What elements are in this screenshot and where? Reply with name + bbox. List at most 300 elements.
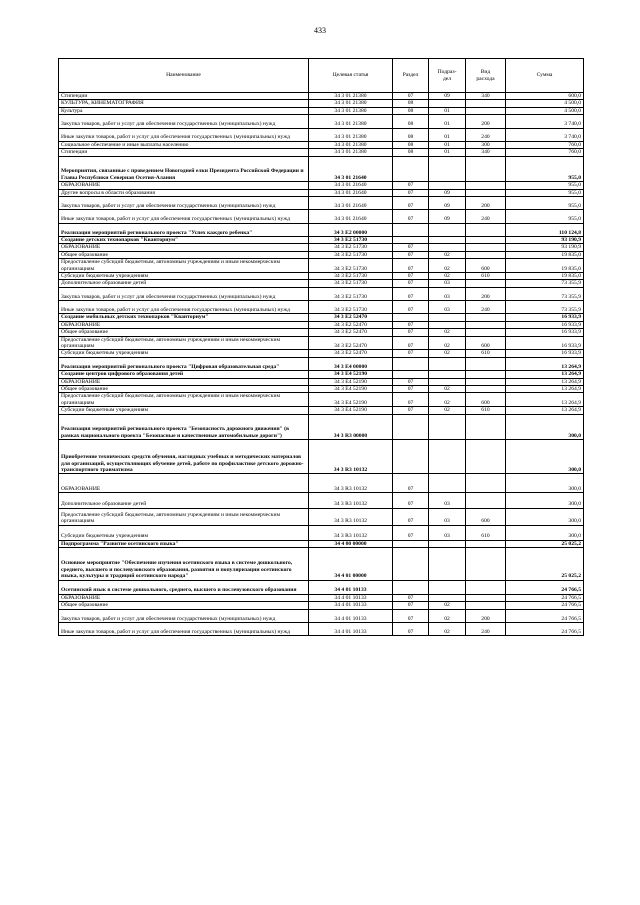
cell-subsection xyxy=(429,314,466,321)
cell-target-article: 34 3 E2 51730 xyxy=(309,287,393,300)
cell-subsection xyxy=(429,371,466,378)
cell-sum: 19 835,0 xyxy=(506,259,584,273)
cell-subsection: 02 xyxy=(429,385,466,392)
cell-sum: 955,0 xyxy=(506,189,584,196)
cell-name: Дополнительное образование детей xyxy=(59,493,309,508)
cell-expense-type xyxy=(466,580,506,594)
cell-target-article: 34 3 E4 52190 xyxy=(309,385,393,392)
cell-subsection: 02 xyxy=(429,393,466,407)
cell-sum: 16 933,9 xyxy=(506,336,584,350)
cell-section: 08 xyxy=(393,141,429,148)
cell-section: 07 xyxy=(393,189,429,196)
cell-name: Приобретение технических средств обучения, наглядных учебных и методических материалов для организаций, осуществляющих обучение детей, работе по профилактике детского дорожно-транспортного травматизма xyxy=(59,440,309,474)
cell-subsection: 02 xyxy=(429,622,466,635)
cell-subsection xyxy=(429,440,466,474)
cell-expense-type: 240 xyxy=(466,210,506,223)
header-sum: Сумма xyxy=(506,59,584,93)
cell-expense-type xyxy=(466,314,506,321)
cell-subsection: 02 xyxy=(429,273,466,280)
cell-section xyxy=(393,580,429,594)
table-row xyxy=(59,197,584,210)
cell-section: 07 xyxy=(393,182,429,189)
table-row xyxy=(59,128,584,141)
cell-subsection xyxy=(429,357,466,370)
table-row xyxy=(59,100,584,107)
cell-subsection xyxy=(429,156,466,182)
cell-subsection: 03 xyxy=(429,525,466,540)
cell-target-article: 34 4 01 00000 xyxy=(309,548,393,580)
cell-name: Общее образование xyxy=(59,329,309,336)
cell-subsection: 02 xyxy=(429,329,466,336)
cell-name: Подпрограмма "Развитие осетинского языка" xyxy=(59,540,309,547)
cell-subsection: 03 xyxy=(429,287,466,300)
cell-expense-type xyxy=(466,540,506,547)
cell-sum: 4 500,0 xyxy=(506,100,584,107)
cell-subsection: 02 xyxy=(429,350,466,357)
cell-expense-type xyxy=(466,414,506,440)
table-row xyxy=(59,440,584,474)
cell-subsection: 01 xyxy=(429,107,466,114)
cell-sum: 93 190,9 xyxy=(506,244,584,251)
cell-section: 07 xyxy=(393,609,429,622)
cell-name: Общее образование xyxy=(59,251,309,258)
cell-subsection: 01 xyxy=(429,128,466,141)
cell-subsection xyxy=(429,474,466,493)
table-row xyxy=(59,115,584,128)
cell-expense-type xyxy=(466,100,506,107)
cell-sum: 13 264,9 xyxy=(506,378,584,385)
cell-section: 07 xyxy=(393,602,429,609)
cell-target-article: 34 3 R3 00000 xyxy=(309,414,393,440)
cell-expense-type xyxy=(466,371,506,378)
cell-subsection: 02 xyxy=(429,251,466,258)
cell-subsection: 03 xyxy=(429,508,466,525)
cell-target-article: 34 3 E2 51730 xyxy=(309,251,393,258)
cell-sum: 24 766,5 xyxy=(506,594,584,601)
cell-target-article: 34 3 E2 51730 xyxy=(309,280,393,287)
cell-section xyxy=(393,371,429,378)
cell-name: Создание детских технопарков "Кванториум" xyxy=(59,236,309,243)
cell-sum: 25 025,2 xyxy=(506,548,584,580)
cell-section xyxy=(393,548,429,580)
cell-sum: 16 933,9 xyxy=(506,350,584,357)
cell-name: Общее образование xyxy=(59,602,309,609)
table-row xyxy=(59,141,584,148)
cell-name: Субсидии бюджетным учреждениям xyxy=(59,407,309,414)
table-row xyxy=(59,273,584,280)
cell-target-article: 34 3 R3 10132 xyxy=(309,493,393,508)
cell-section: 07 xyxy=(393,407,429,414)
table-row xyxy=(59,540,584,547)
table-row xyxy=(59,350,584,357)
cell-sum: 300,0 xyxy=(506,414,584,440)
cell-sum: 3 740,0 xyxy=(506,128,584,141)
cell-name: Стипендии xyxy=(59,93,309,100)
cell-sum: 24 766,5 xyxy=(506,580,584,594)
table-row xyxy=(59,580,584,594)
cell-expense-type: 240 xyxy=(466,128,506,141)
cell-sum: 24 766,5 xyxy=(506,609,584,622)
cell-section: 08 xyxy=(393,128,429,141)
cell-subsection: 01 xyxy=(429,149,466,156)
table-row xyxy=(59,182,584,189)
cell-section: 07 xyxy=(393,259,429,273)
cell-subsection xyxy=(429,414,466,440)
cell-target-article: 34 3 R3 10132 xyxy=(309,474,393,493)
cell-section: 07 xyxy=(393,622,429,635)
header-name: Наименование xyxy=(59,59,309,93)
cell-target-article: 34 3 E2 51730 xyxy=(309,259,393,273)
cell-sum: 110 124,8 xyxy=(506,223,584,236)
cell-subsection xyxy=(429,244,466,251)
cell-expense-type: 610 xyxy=(466,407,506,414)
cell-sum: 955,0 xyxy=(506,197,584,210)
cell-expense-type xyxy=(466,251,506,258)
cell-subsection xyxy=(429,223,466,236)
cell-sum: 73 355,9 xyxy=(506,301,584,314)
cell-target-article: 34 3 E4 52190 xyxy=(309,393,393,407)
header-expense-type: Вид расхода xyxy=(466,59,506,93)
cell-section: 08 xyxy=(393,149,429,156)
cell-subsection xyxy=(429,548,466,580)
cell-target-article: 34 3 01 21380 xyxy=(309,141,393,148)
cell-name: ОБРАЗОВАНИЕ xyxy=(59,182,309,189)
cell-expense-type: 340 xyxy=(466,93,506,100)
cell-expense-type xyxy=(466,223,506,236)
cell-subsection: 03 xyxy=(429,301,466,314)
table-row xyxy=(59,329,584,336)
cell-target-article: 34 3 E4 00000 xyxy=(309,357,393,370)
cell-target-article: 34 3 E2 52470 xyxy=(309,329,393,336)
budget-table xyxy=(58,58,584,636)
cell-name: Стипендии xyxy=(59,149,309,156)
cell-target-article: 34 3 E2 52470 xyxy=(309,314,393,321)
cell-section: 07 xyxy=(393,210,429,223)
cell-section: 07 xyxy=(393,301,429,314)
cell-name: Предоставление субсидий бюджетным, автономным учреждениям и иным некоммерческим организациям xyxy=(59,508,309,525)
cell-name: Предоставление субсидий бюджетным, автономным учреждениям и иным некоммерческим организациям xyxy=(59,259,309,273)
cell-subsection: 02 xyxy=(429,609,466,622)
cell-name: ОБРАЗОВАНИЕ xyxy=(59,244,309,251)
cell-sum: 300,0 xyxy=(506,525,584,540)
cell-section: 07 xyxy=(393,321,429,328)
cell-expense-type: 600 xyxy=(466,336,506,350)
cell-subsection xyxy=(429,540,466,547)
cell-expense-type xyxy=(466,385,506,392)
cell-section: 07 xyxy=(393,525,429,540)
table-header-row xyxy=(59,59,584,93)
cell-section xyxy=(393,540,429,547)
cell-target-article: 34 3 01 21640 xyxy=(309,197,393,210)
cell-expense-type xyxy=(466,244,506,251)
cell-sum: 955,0 xyxy=(506,182,584,189)
cell-target-article: 34 3 01 21380 xyxy=(309,93,393,100)
header-target-article: Целевая статья xyxy=(309,59,393,93)
table-row xyxy=(59,280,584,287)
table-row xyxy=(59,474,584,493)
cell-subsection xyxy=(429,100,466,107)
cell-sum: 73 355,9 xyxy=(506,280,584,287)
cell-target-article: 34 3 E2 52470 xyxy=(309,350,393,357)
cell-target-article: 34 3 01 21640 xyxy=(309,189,393,196)
table-row xyxy=(59,259,584,273)
cell-name: ОБРАЗОВАНИЕ xyxy=(59,594,309,601)
cell-name: Общее образование xyxy=(59,385,309,392)
page-number: 433 xyxy=(314,26,326,35)
cell-expense-type: 200 xyxy=(466,197,506,210)
cell-subsection: 01 xyxy=(429,115,466,128)
cell-name: Создание мобильных детских технопарков "Кванториум" xyxy=(59,314,309,321)
table-row xyxy=(59,223,584,236)
cell-sum: 300,0 xyxy=(506,508,584,525)
cell-section: 07 xyxy=(393,594,429,601)
cell-target-article: 34 3 E2 51730 xyxy=(309,301,393,314)
cell-target-article: 34 3 R3 10132 xyxy=(309,525,393,540)
cell-target-article: 34 3 E2 51730 xyxy=(309,273,393,280)
cell-expense-type xyxy=(466,602,506,609)
table-row xyxy=(59,287,584,300)
table-row xyxy=(59,251,584,258)
table-row xyxy=(59,107,584,114)
cell-target-article: 34 3 E2 52470 xyxy=(309,321,393,328)
table-row xyxy=(59,244,584,251)
table-row xyxy=(59,149,584,156)
cell-section xyxy=(393,236,429,243)
cell-section: 07 xyxy=(393,336,429,350)
table-row xyxy=(59,525,584,540)
cell-expense-type: 610 xyxy=(466,525,506,540)
cell-section: 07 xyxy=(393,474,429,493)
table-row xyxy=(59,314,584,321)
table-body xyxy=(59,93,584,636)
cell-expense-type xyxy=(466,329,506,336)
cell-subsection: 09 xyxy=(429,189,466,196)
header-subsection: Подраз- дел xyxy=(429,59,466,93)
cell-sum: 73 355,9 xyxy=(506,287,584,300)
cell-expense-type: 200 xyxy=(466,287,506,300)
cell-section: 07 xyxy=(393,378,429,385)
table-row xyxy=(59,508,584,525)
table-row xyxy=(59,594,584,601)
cell-subsection: 02 xyxy=(429,602,466,609)
cell-subsection xyxy=(429,378,466,385)
table-row xyxy=(59,301,584,314)
cell-expense-type: 610 xyxy=(466,350,506,357)
cell-expense-type: 240 xyxy=(466,301,506,314)
cell-expense-type: 610 xyxy=(466,273,506,280)
cell-expense-type xyxy=(466,107,506,114)
cell-expense-type xyxy=(466,378,506,385)
cell-subsection xyxy=(429,594,466,601)
cell-subsection: 02 xyxy=(429,407,466,414)
cell-section: 07 xyxy=(393,280,429,287)
cell-target-article: 34 3 E4 52190 xyxy=(309,378,393,385)
table-row xyxy=(59,602,584,609)
cell-target-article: 34 3 01 21640 xyxy=(309,156,393,182)
cell-section: 08 xyxy=(393,107,429,114)
cell-section: 07 xyxy=(393,385,429,392)
cell-expense-type xyxy=(466,357,506,370)
cell-name: Субсидии бюджетным учреждениям xyxy=(59,525,309,540)
cell-target-article: 34 4 00 00000 xyxy=(309,540,393,547)
cell-section: 07 xyxy=(393,493,429,508)
cell-sum: 600,0 xyxy=(506,93,584,100)
cell-target-article: 34 4 01 10133 xyxy=(309,594,393,601)
cell-section xyxy=(393,156,429,182)
cell-expense-type xyxy=(466,236,506,243)
cell-expense-type: 600 xyxy=(466,259,506,273)
cell-section: 07 xyxy=(393,273,429,280)
cell-expense-type xyxy=(466,156,506,182)
table-row xyxy=(59,393,584,407)
cell-expense-type xyxy=(466,493,506,508)
table-row xyxy=(59,378,584,385)
cell-expense-type: 200 xyxy=(466,609,506,622)
cell-expense-type xyxy=(466,189,506,196)
cell-target-article: 34 3 E4 52190 xyxy=(309,407,393,414)
table-row xyxy=(59,357,584,370)
cell-name: ОБРАЗОВАНИЕ xyxy=(59,321,309,328)
cell-expense-type: 200 xyxy=(466,115,506,128)
cell-sum: 13 264,9 xyxy=(506,357,584,370)
cell-name: Другие вопросы в области образования xyxy=(59,189,309,196)
cell-target-article: 34 3 E2 51730 xyxy=(309,244,393,251)
cell-name: Социальное обеспечение и иные выплаты населению xyxy=(59,141,309,148)
table-row xyxy=(59,548,584,580)
cell-name: Осетинский язык в системе дошкольного, среднего, высшего и послевузовского образования xyxy=(59,580,309,594)
cell-sum: 955,0 xyxy=(506,156,584,182)
cell-expense-type xyxy=(466,440,506,474)
cell-sum: 4 500,0 xyxy=(506,107,584,114)
cell-sum: 25 025,2 xyxy=(506,540,584,547)
header-section: Раздел xyxy=(393,59,429,93)
cell-subsection xyxy=(429,321,466,328)
cell-expense-type: 600 xyxy=(466,508,506,525)
cell-name: Основное мероприятие "Обеспечение изучения осетинского языка в системе дошкольного, среднего, высшего и послевузовского образования, развития и популяризации осетинского языка, культуры и традиций осетинского народа" xyxy=(59,548,309,580)
cell-name: Субсидии бюджетным учреждениям xyxy=(59,350,309,357)
cell-name: Культура xyxy=(59,107,309,114)
cell-section: 07 xyxy=(393,350,429,357)
cell-subsection: 02 xyxy=(429,259,466,273)
cell-name: Реализация мероприятий регионального проекта "Успех каждого ребенка" xyxy=(59,223,309,236)
cell-section xyxy=(393,414,429,440)
cell-name: Иные закупки товаров, работ и услуг для обеспечения государственных (муниципальных) нужд xyxy=(59,622,309,635)
cell-subsection: 09 xyxy=(429,93,466,100)
cell-section: 07 xyxy=(393,93,429,100)
cell-expense-type: 300 xyxy=(466,141,506,148)
table-row xyxy=(59,414,584,440)
cell-sum: 3 740,0 xyxy=(506,115,584,128)
cell-target-article: 34 3 E4 52190 xyxy=(309,371,393,378)
cell-sum: 19 835,0 xyxy=(506,273,584,280)
cell-subsection: 09 xyxy=(429,197,466,210)
cell-expense-type xyxy=(466,182,506,189)
cell-name: Иные закупки товаров, работ и услуг для обеспечения государственных (муниципальных) нужд xyxy=(59,210,309,223)
cell-name: Закупка товаров, работ и услуг для обеспечения государственных (муниципальных) нужд xyxy=(59,197,309,210)
cell-name: КУЛЬТУРА, КИНЕМАТОГРАФИЯ xyxy=(59,100,309,107)
table-row xyxy=(59,156,584,182)
cell-target-article: 34 3 E2 51730 xyxy=(309,236,393,243)
cell-subsection: 02 xyxy=(429,336,466,350)
cell-target-article: 34 4 01 10133 xyxy=(309,622,393,635)
cell-name: Иные закупки товаров, работ и услуг для обеспечения государственных (муниципальных) нужд xyxy=(59,128,309,141)
cell-target-article: 34 3 E2 52470 xyxy=(309,336,393,350)
cell-subsection: 09 xyxy=(429,210,466,223)
cell-name: Закупка товаров, работ и услуг для обеспечения государственных (муниципальных) нужд xyxy=(59,287,309,300)
cell-expense-type xyxy=(466,548,506,580)
cell-subsection xyxy=(429,182,466,189)
cell-name: Закупка товаров, работ и услуг для обеспечения государственных (муниципальных) нужд xyxy=(59,115,309,128)
cell-sum: 93 190,9 xyxy=(506,236,584,243)
cell-expense-type: 600 xyxy=(466,393,506,407)
cell-section xyxy=(393,314,429,321)
cell-target-article: 34 3 01 21380 xyxy=(309,100,393,107)
table-row xyxy=(59,336,584,350)
cell-target-article: 34 3 R3 10132 xyxy=(309,508,393,525)
cell-expense-type xyxy=(466,280,506,287)
cell-subsection: 01 xyxy=(429,141,466,148)
table-row xyxy=(59,385,584,392)
cell-sum: 24 766,5 xyxy=(506,602,584,609)
table-row xyxy=(59,321,584,328)
cell-target-article: 34 4 01 10133 xyxy=(309,580,393,594)
cell-target-article: 34 3 01 21380 xyxy=(309,149,393,156)
cell-section: 07 xyxy=(393,197,429,210)
cell-sum: 300,0 xyxy=(506,440,584,474)
cell-section: 07 xyxy=(393,251,429,258)
cell-sum: 24 766,5 xyxy=(506,622,584,635)
cell-section: 07 xyxy=(393,329,429,336)
cell-section xyxy=(393,440,429,474)
cell-name: ОБРАЗОВАНИЕ xyxy=(59,378,309,385)
cell-section: 08 xyxy=(393,100,429,107)
table-row xyxy=(59,609,584,622)
cell-sum: 19 835,0 xyxy=(506,251,584,258)
cell-sum: 13 264,9 xyxy=(506,371,584,378)
cell-sum: 13 264,9 xyxy=(506,407,584,414)
cell-sum: 760,0 xyxy=(506,141,584,148)
cell-section: 07 xyxy=(393,244,429,251)
cell-sum: 16 933,9 xyxy=(506,321,584,328)
cell-name: Субсидии бюджетным учреждениям xyxy=(59,273,309,280)
cell-name: Дополнительное образование детей xyxy=(59,280,309,287)
cell-section: 07 xyxy=(393,287,429,300)
cell-sum: 300,0 xyxy=(506,493,584,508)
cell-expense-type xyxy=(466,594,506,601)
cell-sum: 13 264,9 xyxy=(506,385,584,392)
cell-section: 07 xyxy=(393,393,429,407)
table-row xyxy=(59,407,584,414)
cell-target-article: 34 3 01 21640 xyxy=(309,210,393,223)
cell-sum: 955,0 xyxy=(506,210,584,223)
cell-section xyxy=(393,223,429,236)
cell-name: Реализация мероприятий регионального проекта "Цифровая образовательная среда" xyxy=(59,357,309,370)
cell-sum: 760,0 xyxy=(506,149,584,156)
cell-expense-type: 240 xyxy=(466,622,506,635)
cell-target-article: 34 3 R3 10132 xyxy=(309,440,393,474)
table-row xyxy=(59,493,584,508)
cell-subsection: 03 xyxy=(429,280,466,287)
cell-name: Реализация мероприятий регионального проекта "Безопасность дорожного движения" (в рамках национального проекта "Безопасные и качественные автомобильные дороги") xyxy=(59,414,309,440)
cell-name: Создание центров цифрового образования детей xyxy=(59,371,309,378)
cell-subsection xyxy=(429,580,466,594)
cell-subsection: 03 xyxy=(429,493,466,508)
cell-expense-type xyxy=(466,321,506,328)
cell-name: ОБРАЗОВАНИЕ xyxy=(59,474,309,493)
cell-target-article: 34 3 01 21380 xyxy=(309,128,393,141)
cell-name: Закупка товаров, работ и услуг для обеспечения государственных (муниципальных) нужд xyxy=(59,609,309,622)
cell-target-article: 34 3 01 21380 xyxy=(309,115,393,128)
